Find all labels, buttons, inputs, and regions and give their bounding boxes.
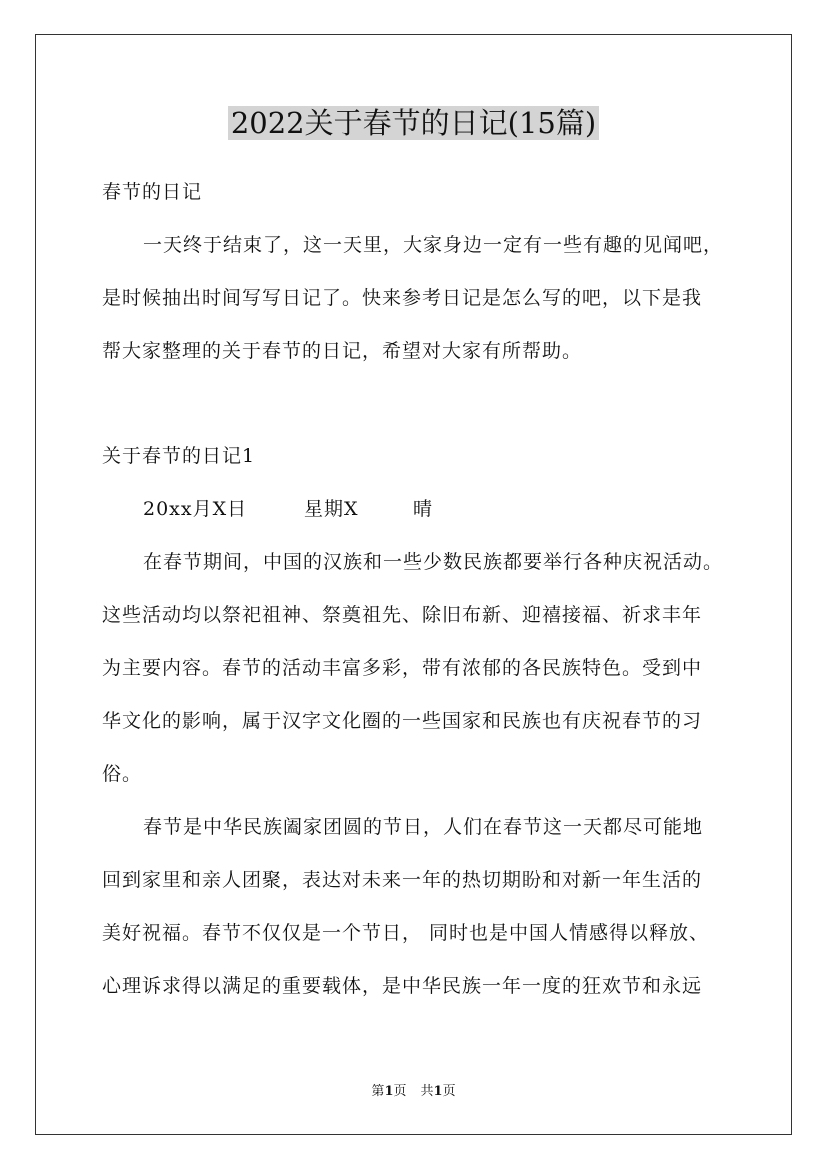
page-suffix: 页 — [393, 1084, 407, 1099]
entry-date: 20xx月X日 — [143, 498, 248, 520]
spacer — [102, 847, 742, 860]
spacer — [102, 212, 742, 225]
document-title — [0, 104, 827, 142]
spacer — [102, 741, 742, 754]
spacer — [102, 423, 742, 436]
entry-paragraph-line: 春节是中华民族阖家团圆的节日，人们在春节这一天都尽可能地 — [143, 816, 704, 838]
total-suffix: 页 — [442, 1084, 456, 1099]
entry-paragraph-line: 心理诉求得以满足的重要载体，是中华民族一年一度的狂欢节和永远 — [102, 975, 703, 997]
spacer — [102, 476, 742, 489]
document-body — [102, 172, 742, 1006]
entry-paragraph-line: 为主要内容。春节的活动丰富多彩，带有浓郁的各民族特色。受到中 — [102, 657, 703, 679]
intro-heading: 春节的日记 — [102, 181, 203, 203]
section-spacer — [102, 371, 742, 423]
intro-paragraph-line: 帮大家整理的关于春节的日记，希望对大家有所帮助。 — [102, 340, 583, 362]
intro-paragraph-line: 是时候抽出时间写写日记了。快来参考日记是怎么写的吧，以下是我 — [102, 287, 703, 309]
spacer — [102, 582, 742, 595]
intro-paragraph-line: 一天终于结束了，这一天里，大家身边一定有一些有趣的见闻吧， — [143, 234, 724, 256]
spacer — [102, 900, 742, 913]
entry-paragraph-line: 华文化的影响，属于汉字文化圈的一些国家和民族也有庆祝春节的习 — [102, 710, 703, 732]
spacer — [102, 529, 742, 542]
entry-heading: 关于春节的日记1 — [102, 445, 256, 467]
total-pages: 1 — [433, 1084, 443, 1099]
document-title-text: 2022关于春节的日记(15篇) — [228, 106, 599, 140]
spacer — [102, 635, 742, 648]
entry-weekday: 星期X — [304, 498, 359, 520]
entry-paragraph-line: 俗。 — [102, 763, 143, 785]
page-footer — [0, 1083, 827, 1101]
entry-paragraph-line: 在春节期间，中国的汉族和一些少数民族都要举行各种庆祝活动。 — [143, 551, 724, 573]
entry-paragraph-line: 回到家里和亲人团聚，表达对未来一年的热切期盼和对新一年生活的 — [102, 869, 703, 891]
entry-paragraph-line: 美好祝福。春节不仅仅是一个节日， 同时也是中国人情感得以释放、 — [102, 922, 710, 944]
entry-paragraph-line: 这些活动均以祭祀祖神、祭奠祖先、除旧布新、迎禧接福、祈求丰年 — [102, 604, 703, 626]
entry-date-row — [102, 489, 742, 529]
spacer — [102, 265, 742, 278]
page-prefix: 第 — [371, 1084, 385, 1099]
spacer — [102, 688, 742, 701]
spacer — [102, 953, 742, 966]
entry-weather: 晴 — [413, 498, 434, 520]
total-prefix: 共 — [420, 1084, 434, 1099]
page-number: 1 — [384, 1084, 394, 1099]
spacer — [102, 318, 742, 331]
spacer — [102, 794, 742, 807]
